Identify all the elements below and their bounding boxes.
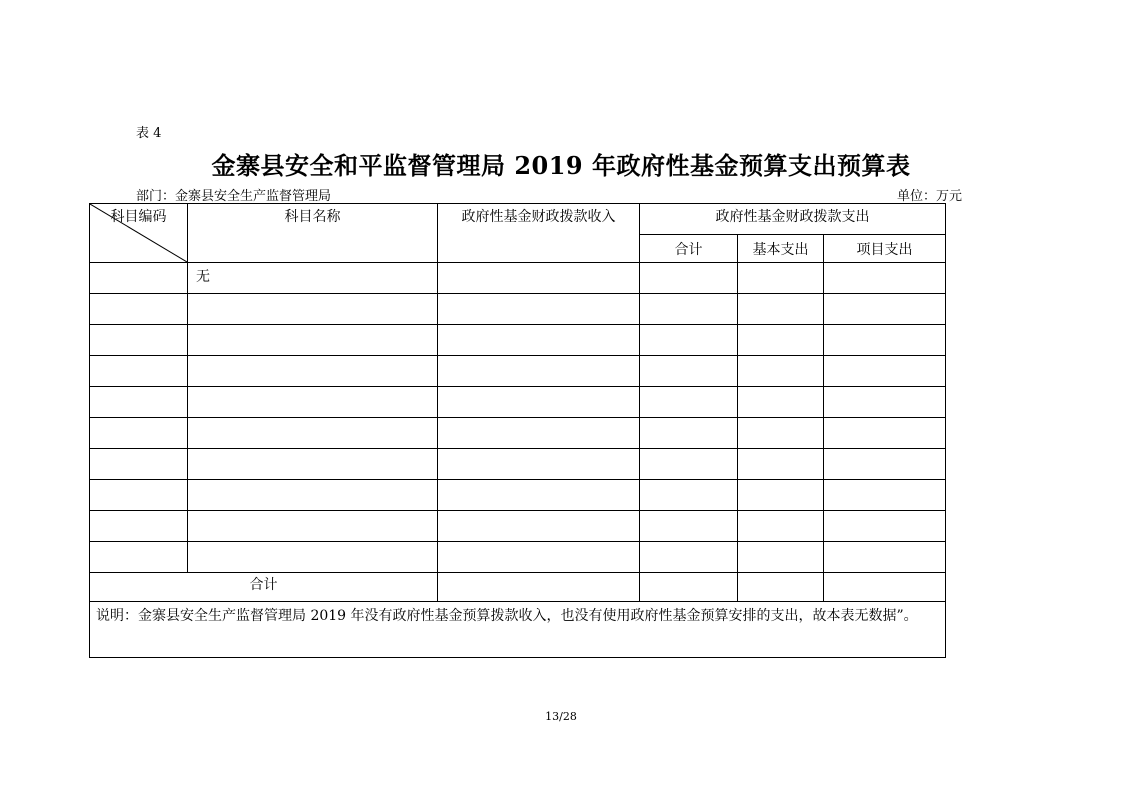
cell-subtotal — [640, 356, 738, 387]
table-row — [90, 356, 946, 387]
cell-name — [188, 542, 438, 573]
cell-project — [824, 356, 946, 387]
cell-name — [188, 356, 438, 387]
cell-subtotal — [640, 387, 738, 418]
cell-name — [188, 480, 438, 511]
cell-project — [824, 511, 946, 542]
cell-code — [90, 449, 188, 480]
cell-income — [438, 511, 640, 542]
cell-income — [438, 418, 640, 449]
cell-income — [438, 480, 640, 511]
table-row — [90, 511, 946, 542]
cell-subtotal — [640, 325, 738, 356]
table-row — [90, 325, 946, 356]
cell-project — [824, 542, 946, 573]
cell-name: 无 — [188, 263, 438, 294]
header-name: 科目名称 — [188, 204, 438, 263]
cell-subtotal — [640, 480, 738, 511]
cell-income — [438, 449, 640, 480]
cell-income — [438, 356, 640, 387]
cell-name — [188, 449, 438, 480]
cell-name — [188, 418, 438, 449]
cell-code — [90, 418, 188, 449]
cell-code — [90, 356, 188, 387]
header-subtotal: 合计 — [640, 235, 738, 263]
budget-table — [89, 203, 946, 658]
cell-project — [824, 387, 946, 418]
cell-basic — [738, 356, 824, 387]
cell-subtotal — [640, 449, 738, 480]
cell-code — [90, 263, 188, 294]
note-text: 说明：金寨县安全生产监督管理局 2019 年没有政府性基金预算拨款收入，也没有使用政府性基金预算安排的支出，故本表无数据”。 — [90, 602, 946, 658]
table-row — [90, 294, 946, 325]
table-row — [90, 418, 946, 449]
cell-basic — [738, 449, 824, 480]
cell-subtotal — [640, 542, 738, 573]
cell-code — [90, 325, 188, 356]
table-row — [90, 480, 946, 511]
cell-project — [824, 325, 946, 356]
cell-basic — [738, 511, 824, 542]
cell-project — [824, 263, 946, 294]
cell-subtotal — [640, 418, 738, 449]
header-expense-group: 政府性基金财政拨款支出 — [640, 204, 946, 235]
cell-basic — [738, 418, 824, 449]
cell-income — [438, 542, 640, 573]
header-basic: 基本支出 — [738, 235, 824, 263]
cell-basic — [738, 480, 824, 511]
department-label: 部门：金寨县安全生产监督管理局 — [136, 189, 332, 204]
total-basic — [738, 573, 824, 602]
total-subtotal — [640, 573, 738, 602]
cell-project — [824, 480, 946, 511]
cell-name — [188, 387, 438, 418]
cell-code — [90, 294, 188, 325]
page-number: 13/28 — [545, 710, 577, 723]
cell-basic — [738, 542, 824, 573]
table-row — [90, 449, 946, 480]
header-row-1 — [90, 204, 946, 235]
cell-code — [90, 480, 188, 511]
table-row — [90, 263, 946, 294]
page-title: 金寨县安全和平监督管理局 2019 年政府性基金预算支出预算表 — [211, 151, 911, 180]
cell-basic — [738, 263, 824, 294]
total-label: 合计 — [90, 573, 438, 602]
header-code: 科目编码 — [110, 209, 167, 225]
total-project — [824, 573, 946, 602]
cell-basic — [738, 294, 824, 325]
unit-label: 单位：万元 — [896, 189, 962, 204]
note-row — [90, 602, 946, 658]
cell-income — [438, 387, 640, 418]
cell-income — [438, 325, 640, 356]
table-row — [90, 387, 946, 418]
header-code-cell — [90, 204, 188, 263]
cell-basic — [738, 387, 824, 418]
cell-name — [188, 294, 438, 325]
cell-subtotal — [640, 263, 738, 294]
cell-subtotal — [640, 294, 738, 325]
cell-code — [90, 387, 188, 418]
cell-project — [824, 418, 946, 449]
table-number: 表 4 — [136, 126, 162, 141]
cell-code — [90, 542, 188, 573]
header-income: 政府性基金财政拨款收入 — [438, 204, 640, 263]
header-project: 项目支出 — [824, 235, 946, 263]
cell-subtotal — [640, 511, 738, 542]
total-row — [90, 573, 946, 602]
cell-income — [438, 294, 640, 325]
cell-code — [90, 511, 188, 542]
cell-project — [824, 449, 946, 480]
cell-name — [188, 511, 438, 542]
cell-basic — [738, 325, 824, 356]
cell-name — [188, 325, 438, 356]
table-row — [90, 542, 946, 573]
cell-project — [824, 294, 946, 325]
total-income — [438, 573, 640, 602]
cell-income — [438, 263, 640, 294]
